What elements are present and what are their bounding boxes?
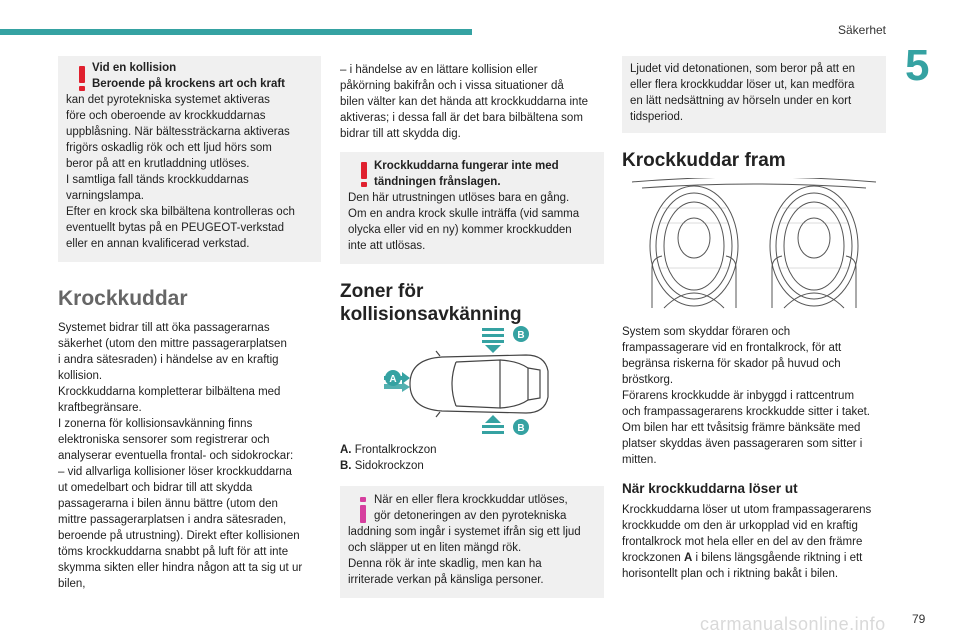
body-line: kraftbegränsare. [58,402,142,414]
zone-a-label: A [389,374,397,385]
info-icon [355,496,371,524]
body-line: beroende på utrustning). Direkt efter kollisionen [58,530,300,542]
body-line: bröstkorg. [622,374,674,386]
warning-line: varningslampa. [66,190,144,202]
chapter-number: 5 [905,41,930,90]
body-line: mittre passagerarplatsen i andra sätesraden, [58,514,287,526]
warning-exclamation-icon [354,160,374,188]
note-line: tidsperiod. [630,111,684,123]
warning-line: I samtliga fall tänds krockkuddarnas [66,174,249,186]
body-line: skymma sikten eller hindra någon att ta sig ut ur [58,562,303,574]
warning-line: olycka eller vid en ny) kommer krockkudden [348,224,572,236]
warning-line: före och oberoende av krockkuddarnas [66,110,266,122]
info-line: När en eller flera krockkuddar utlöses, [374,494,568,506]
subheading-nar-krockkuddarna: När krockkuddarna löser ut [622,481,798,496]
warning-line: frigörs oskadlig rök och ett ljud hörs som [66,142,272,154]
front-airbags-illustration [622,178,886,318]
warning-title: tändningen frånslagen. [374,176,501,188]
warning-line: eller en annan kvalificerad verkstad. [66,238,250,250]
page-number: 79 [912,612,926,626]
note-line: Ljudet vid detonationen, som beror på att en [630,63,856,75]
info-line: och släpper ut en liten mängd rök. [348,542,522,554]
body-line: platser skyddas även passageraren som sitter i [622,438,863,450]
body-line: passagerarna i bilen ännu bättre (utom den [58,498,278,510]
ignition-warning-box [340,152,604,264]
body-line: töms krockkuddarna snabbt på luft för att inte [58,546,289,558]
zone-a-ref: A [684,552,693,564]
warning-line: kan det pyrotekniska systemet aktiveras [66,94,270,106]
legend-item: A. Frontalkrockzon [340,444,437,456]
body-line: – i händelse av en lättare kollision eller [340,64,538,76]
body-line: aktiveras; i dessa fall är det bara bilbältena som [340,112,583,124]
info-line: laddning som ingår i systemet ifrån sig ett ljud [348,526,581,538]
body-line: – vid allvarliga kollisioner löser krockkuddarna [58,466,292,478]
column-1 [58,56,321,592]
body-line: Förarens krockkudde är inbyggd i rattcentrum [622,390,855,402]
body-line: Krockkuddarna kompletterar bilbältena med [58,386,281,398]
body-line: krockzonen A i bilens längsgående riktning i ett [622,552,863,564]
body-line: begränsa riskerna för skador på huvud och [622,358,841,370]
heading-krockkuddar: Krockkuddar [58,287,188,310]
body-line: kollision. [58,370,103,382]
body-line: Om bilen har ett tvåsitsig främre bänksäte med [622,422,861,434]
body-line: i andra sätesraden) i händelse av en kraftig [58,354,279,366]
body-line: bilen, [58,578,86,590]
warning-title: Krockkuddarna fungerar inte med [374,160,559,172]
body-line: och frampassagerarens krockkudde sitter i taket. [622,406,871,418]
collision-warning-box [58,56,321,262]
column-2 [340,62,604,598]
body-line: ut omedelbart och bidrar till att skydda [58,482,253,494]
smoke-info-box [340,486,604,598]
warning-line: Efter en krock ska bilbältena kontrolleras och [66,206,295,218]
body-line: Krockkuddarna löser ut utom frampassagerarens [622,504,872,516]
heading-zoner [340,280,604,326]
body-line: säkerhet (utom den mittre passagerarplatsen [58,338,287,350]
body-line: bilen välter kan det hända att krockkuddarna inte [340,96,589,108]
body-line: mitten. [622,454,657,466]
body-line: krockkudde om den är urkopplad vid en kraftig [622,520,858,532]
zone-b-label: B [517,423,525,434]
header-accent-bar [0,29,472,35]
warning-title: Vid en kollision [92,62,177,74]
body-line: bidrar till att skydda dig. [340,128,461,140]
side-zone-arrows-top [482,328,504,353]
info-line: irriterade verkan på känsliga personer. [348,574,544,586]
watermark: carmanualsonline.info [700,614,886,634]
collision-zones-diagram [340,326,604,438]
body-line: Systemet bidrar till att öka passagerarnas [58,322,270,334]
car-topview-icon [410,351,548,417]
side-zone-arrows-bottom [482,415,504,434]
body-line: elektroniska sensorer som registrerar och [58,434,270,446]
noise-note-box [622,56,886,133]
heading-krockkuddar-fram: Krockkuddar fram [622,150,786,171]
legend-item: B. Sidokrockzon [340,460,424,472]
body-line: påkörning bakifrån och i vissa situationer då [340,80,564,92]
warning-line: eventuellt bytas på en PEUGEOT-verkstad [66,222,284,234]
body-line: frampassagerare vid en frontalkrock, för att [622,342,842,354]
note-line: en lätt nedsättning av hörseln under en kort [630,95,852,107]
warning-line: uppblåsning. När bältessträckarna aktiveras [66,126,290,138]
warning-line: Den här utrustningen utlöses bara en gång. [348,192,570,204]
note-line: eller flera krockkuddar löser ut, kan medföra [630,79,855,91]
body-line: analyserar eventuella frontal- och sidokrockar: [58,450,294,462]
section-title: Säkerhet [837,23,886,37]
body-line: System som skyddar föraren och [622,326,791,338]
body-line: I zonerna för kollisionsavkänning finns [58,418,253,430]
body-line: horisontellt plan och i riktning bakåt i bilen. [622,568,839,580]
warning-line: inte att utlösas. [348,240,426,252]
warning-exclamation-icon [72,64,92,92]
heading-line: kollisionsavkänning [340,304,522,325]
body-line: frontalkrock mot hela eller en del av den främre [622,536,863,548]
info-line: gör detoneringen av den pyrotekniska [374,510,567,522]
warning-line: beror på att en krutladdning utlöses. [66,158,250,170]
zone-b-label: B [517,330,525,341]
info-line: Denna rök är inte skadlig, men kan ha [348,558,542,570]
column-3 [622,56,886,582]
warning-subtitle: Beroende på krockens art och kraft [92,78,286,90]
heading-line: Zoner för [340,281,424,302]
warning-line: Om en andra krock skulle inträffa (vid samma [348,208,580,220]
